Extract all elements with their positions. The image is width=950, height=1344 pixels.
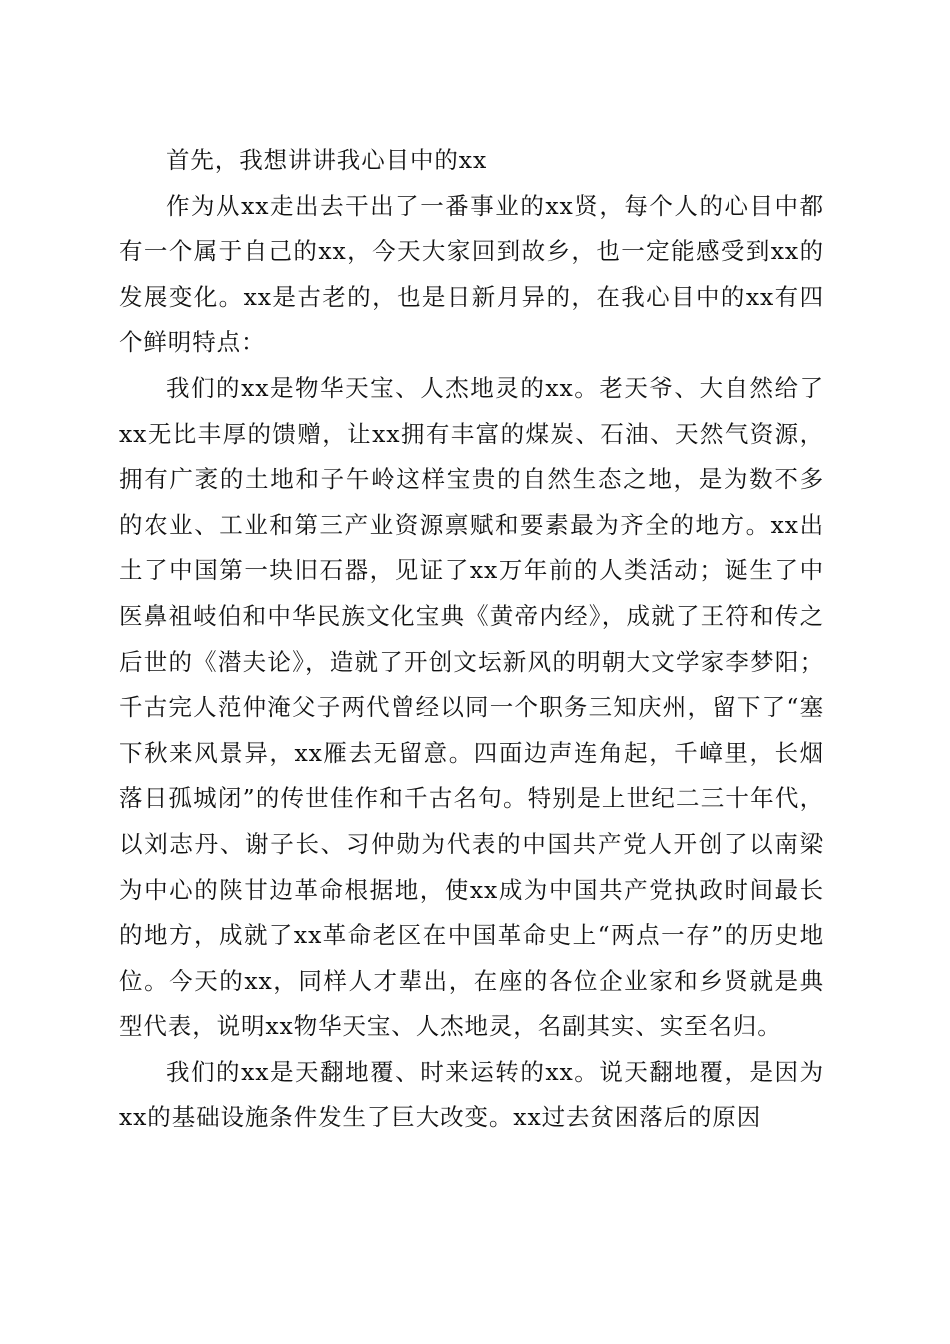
body-text xyxy=(119,138,824,1141)
paragraph-intro: 作为从xx走出去干出了一番事业的xx贤，每个人的心目中都有一个属于自己的xx，今天大家回到故乡，也一定能感受到xx的发展变化。xx是古老的，也是日新月异的，在我心目中的xx有四个鲜明特点： xyxy=(119,191,824,357)
paragraph-feature-two: 我们的xx是天翻地覆、时来运转的xx。说天翻地覆，是因为xx的基础设施条件发生了巨大改变。xx过去贫困落后的原因 xyxy=(119,1057,824,1132)
paragraph-heading: 首先，我想讲讲我心目中的xx xyxy=(166,146,488,174)
paragraph-feature-one: 我们的xx是物华天宝、人杰地灵的xx。老天爷、大自然给了xx无比丰厚的馈赠，让xx拥有丰富的煤炭、石油、天然气资源，拥有广袤的土地和子午岭这样宝贵的自然生态之地，是为数不多的农业、工业和第三产业资源禀赋和要素最为齐全的地方。xx出土了中国第一块旧石器，见证了xx万年前的人类活动；诞生了中医鼻祖岐伯和中华民族文化宝典《黄帝内经》，成就了王符和传之后世的《潜夫论》，造就了开创文坛新风的明朝大文学家李梦阳；千古完人范仲淹父子两代曾经以同一个职务三知庆州，留下了“塞下秋来风景异，xx雁去无留意。四面边声连角起，千嶂里，长烟落日孤城闭”的传世佳作和千古名句。特别是上世纪二三十年代，以刘志丹、谢子长、习仲勋为代表的中国共产党人开创了以南梁为中心的陕甘边革命根据地，使xx成为中国共产党执政时间最长的地方，成就了xx革命老区在中国革命史上“两点一存”的历史地位。今天的xx，同样人才辈出，在座的各位企业家和乡贤就是典型代表，说明xx物华天宝、人杰地灵，名副其实、实至名归。 xyxy=(119,373,824,1041)
